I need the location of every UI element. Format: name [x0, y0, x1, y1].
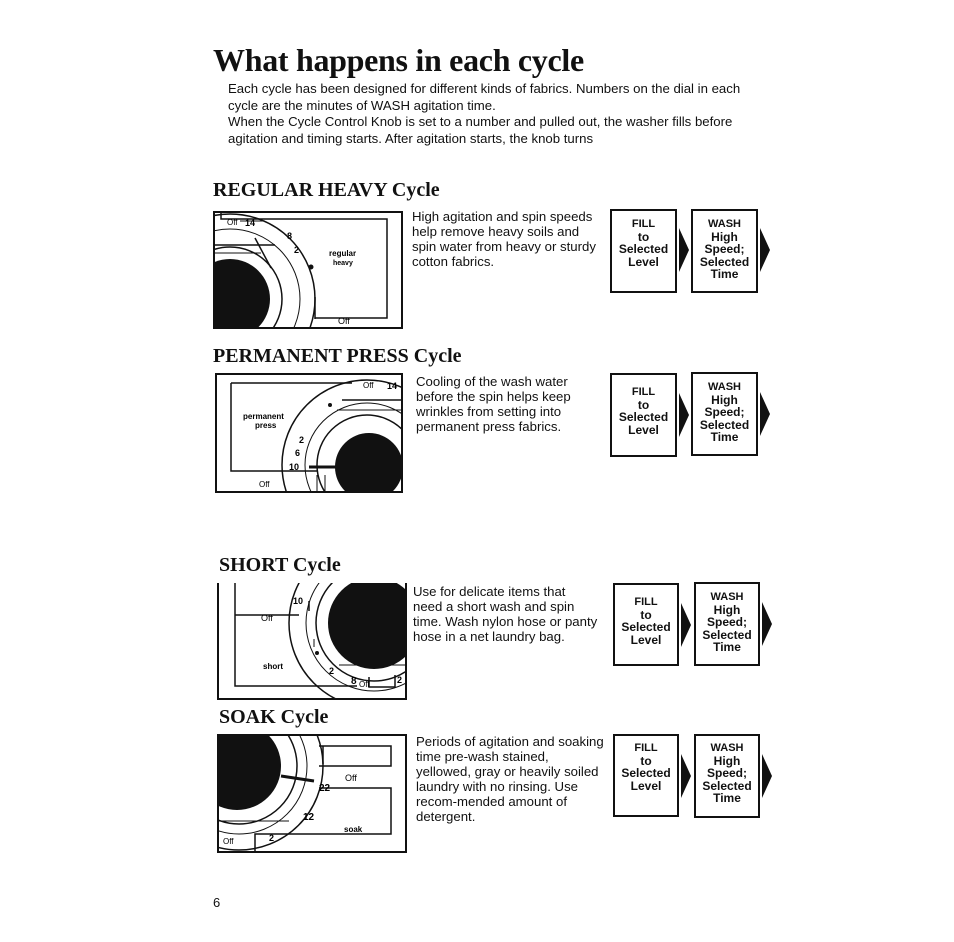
short-fill-box — [613, 583, 679, 666]
dial-off-bottom-label: Off — [338, 316, 350, 326]
dial-label-soak: soak — [344, 825, 363, 834]
dial-label-heavy: heavy — [333, 260, 353, 267]
wash-speed: Speed; — [706, 615, 747, 629]
fill-to: to — [637, 229, 650, 244]
wash-high: High — [713, 602, 741, 617]
arrow-icon — [762, 602, 772, 646]
arrow-icon — [681, 754, 691, 798]
dial-off-bottom-label: Off — [259, 480, 270, 489]
regular-heavy-fill-box — [610, 209, 677, 293]
soak-heading: SOAK Cycle — [219, 706, 329, 728]
dial-number-12: 12 — [303, 812, 315, 823]
dial-label-press: press — [255, 421, 277, 430]
wash-selected: Selected — [699, 254, 750, 269]
arrow-icon — [762, 754, 772, 798]
short-dial-svg — [219, 583, 405, 698]
fill-level: Level — [628, 254, 659, 269]
fill-to: to — [640, 753, 652, 768]
fill-label: FILL — [634, 742, 658, 754]
description-text: Cooling of the wash water before the spin helps keep wrinkles from setting into permanent press fabrics. — [416, 374, 571, 434]
wash-label: WASH — [708, 381, 741, 393]
description-text: Periods of agitation and soaking time pre-wash stained, yellowed, gray or heavily soiled laundry with no rinsing. Use recom-mended amount of detergent. — [416, 734, 604, 824]
dial-number-14: 14 — [387, 381, 398, 391]
regular-heavy-dial-illustration — [213, 211, 403, 329]
fill-selected: Selected — [618, 410, 669, 424]
page-title: What happens in each cycle — [213, 42, 584, 78]
arrow-icon — [681, 603, 691, 647]
regular-heavy-description — [412, 209, 602, 269]
dial-number-10: 10 — [289, 462, 300, 472]
fill-label: FILL — [631, 218, 656, 230]
fill-selected: Selected — [621, 766, 671, 780]
dial-off-top-label: Off — [363, 381, 374, 390]
permanent-press-description — [416, 374, 601, 434]
short-wash-box — [694, 582, 760, 666]
wash-selected: Selected — [702, 778, 752, 793]
dial-number-2: 2 — [269, 833, 275, 843]
dial-number-2: 2 — [294, 245, 300, 255]
permanent-press-heading: PERMANENT PRESS Cycle — [213, 345, 462, 367]
soak-dial-svg — [219, 736, 405, 851]
fill-to: to — [637, 397, 650, 412]
intro-paragraph-2: When the Cycle Control Knob is set to a number and pulled out, the washer fills before agitation and timing starts. After agitation starts, the knob turns — [228, 114, 733, 146]
dial-number-22: 22 — [319, 783, 331, 794]
short-description — [413, 584, 598, 644]
dial-off-top-label: Off — [261, 613, 273, 623]
dial-number-6: 6 — [295, 448, 301, 458]
intro-text — [228, 81, 758, 147]
arrow-icon — [679, 393, 689, 437]
wash-selected: Selected — [702, 627, 752, 642]
wash-time: Time — [713, 640, 741, 654]
wash-speed: Speed; — [706, 766, 747, 780]
fill-level: Level — [630, 778, 662, 793]
wash-speed: Speed; — [704, 405, 745, 419]
arrow-icon — [760, 228, 770, 272]
wash-label: WASH — [710, 591, 744, 603]
fill-level: Level — [630, 632, 662, 647]
soak-fill-box — [613, 734, 679, 817]
permanent-press-wash-box — [691, 372, 758, 456]
short-heading: SHORT Cycle — [219, 554, 341, 576]
short-dial-illustration — [217, 583, 407, 700]
fill-level: Level — [628, 422, 659, 437]
description-text: Use for delicate items that need a short wash and spin time. Wash nylon hose or panty hose in a net laundry bag. — [413, 584, 598, 644]
soak-dial-illustration — [217, 734, 407, 853]
dial-number-2: 2 — [329, 666, 335, 676]
fill-label: FILL — [634, 596, 658, 608]
wash-high: High — [711, 229, 738, 244]
wash-selected: Selected — [699, 417, 750, 432]
fill-to: to — [640, 607, 652, 622]
wash-speed: Speed; — [704, 242, 745, 256]
permanent-press-dial-svg — [217, 375, 401, 491]
intro-paragraph-1: Each cycle has been designed for different kinds of fabrics. Numbers on the dial in each cycle are the minutes of WASH agitation time. — [228, 81, 741, 113]
dial-off-bottom-label: Off — [359, 680, 370, 689]
soak-wash-box — [694, 734, 760, 818]
dial-number-2b: 2 — [397, 675, 403, 685]
regular-heavy-heading: REGULAR HEAVY Cycle — [213, 179, 440, 201]
arrow-icon — [760, 392, 770, 436]
dial-off-bottom-label: Off — [223, 837, 234, 846]
fill-selected: Selected — [618, 242, 669, 256]
dial-number-14: 14 — [245, 218, 256, 228]
dial-off-top-label: Off — [345, 773, 357, 783]
dial-label-regular: regular — [329, 249, 357, 258]
dial-label-short: short — [263, 662, 283, 671]
wash-high: High — [713, 753, 741, 768]
wash-label: WASH — [710, 742, 744, 754]
permanent-press-fill-box — [610, 373, 677, 457]
page-number: 6 — [213, 895, 221, 910]
fill-label: FILL — [631, 386, 656, 398]
dial-label-permanent: permanent — [243, 412, 284, 421]
dial-off-top-label: Off — [227, 218, 238, 227]
wash-time: Time — [710, 267, 739, 281]
dial-number-8: 8 — [351, 676, 357, 687]
arrow-icon — [679, 228, 689, 272]
fill-selected: Selected — [621, 620, 671, 634]
soak-description — [416, 734, 606, 824]
dial-number-8: 8 — [287, 231, 293, 241]
permanent-press-dial-illustration — [215, 373, 403, 493]
wash-label: WASH — [708, 218, 741, 230]
wash-time: Time — [710, 430, 739, 444]
regular-heavy-dial-svg — [215, 213, 401, 327]
wash-time: Time — [713, 791, 741, 805]
wash-high: High — [711, 392, 738, 407]
dial-number-2: 2 — [299, 435, 305, 445]
dial-number-10: 10 — [293, 596, 304, 606]
regular-heavy-wash-box — [691, 209, 758, 293]
description-text: High agitation and spin speeds help remove heavy soils and spin water from heavy or sturdy cotton fabrics. — [412, 209, 596, 269]
